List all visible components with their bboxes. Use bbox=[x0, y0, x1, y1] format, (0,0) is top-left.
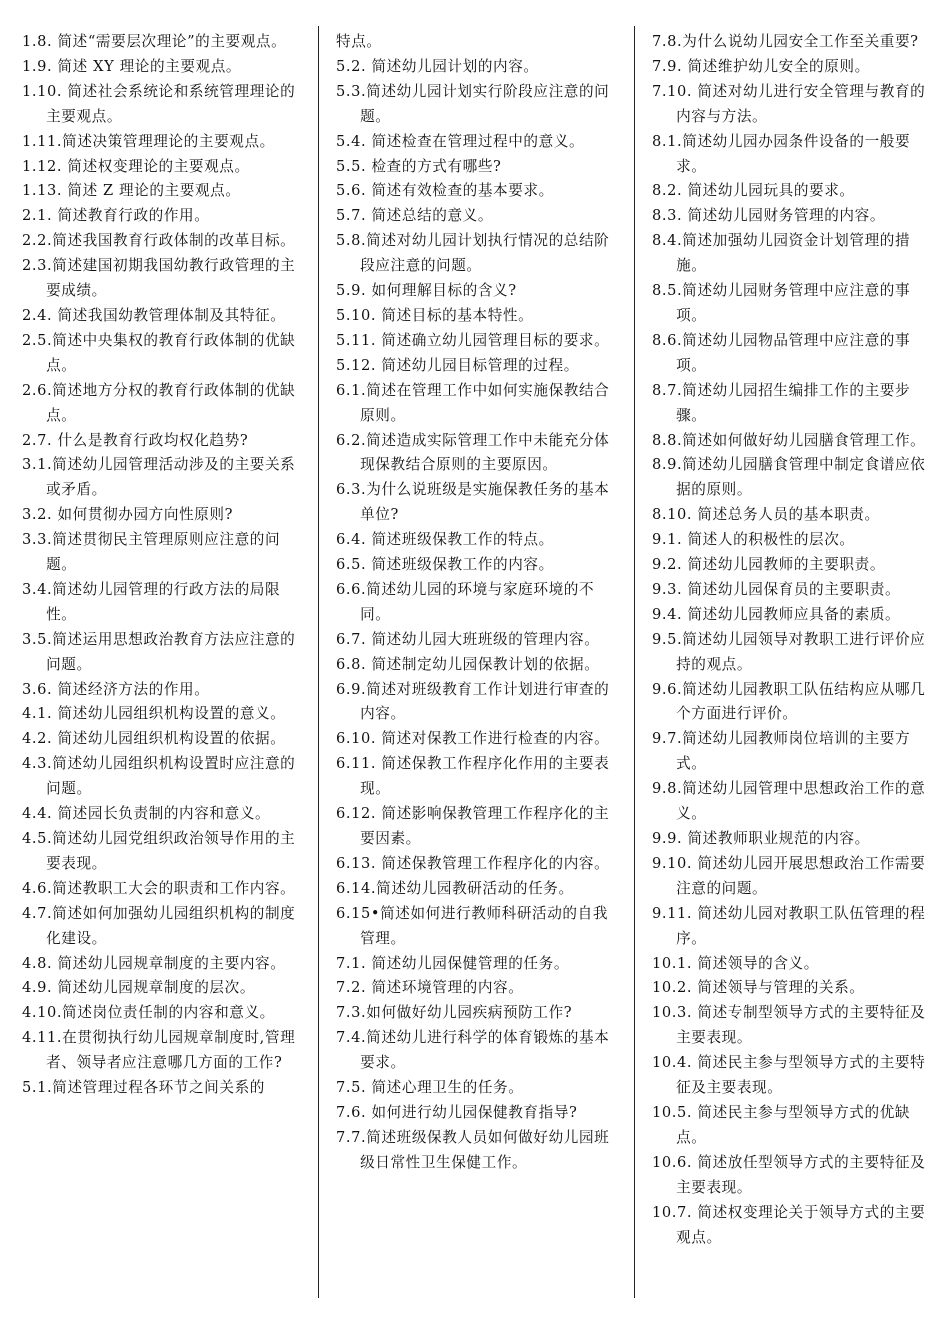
question-item: 1.10. 简述社会系统论和系统管理理论的主要观点。 bbox=[22, 82, 296, 125]
question-item: 1.11.简述决策管理理论的主要观点。 bbox=[22, 132, 275, 150]
question-item: 1.12. 简述权变理论的主要观点。 bbox=[22, 157, 250, 175]
question-item: 9.9. 简述教师职业规范的内容。 bbox=[652, 830, 870, 847]
question-item: 5.3.简述幼儿园计划实行阶段应注意的问题。 bbox=[336, 82, 610, 125]
question-item: 4.7.简述如何加强幼儿园组织机构的制度化建设。 bbox=[22, 904, 296, 947]
question-item: 7.6. 如何进行幼儿园保健教育指导? bbox=[336, 1103, 578, 1121]
question-item: 5.5. 检查的方式有哪些? bbox=[336, 157, 502, 175]
question-item: 8.1.简述幼儿园办园条件设备的一般要求。 bbox=[652, 132, 911, 175]
question-column-1 bbox=[22, 30, 304, 1324]
question-item: 2.4. 简述我国幼教管理体制及其特征。 bbox=[22, 306, 286, 324]
question-item: 3.4.简述幼儿园管理的行政方法的局限性。 bbox=[22, 580, 281, 623]
question-item: 10.6. 简述放任型领导方式的主要特征及主要表现。 bbox=[652, 1153, 926, 1196]
question-item: 7.2. 简述环境管理的内容。 bbox=[336, 979, 524, 997]
question-item: 5.10. 简述目标的基本特性。 bbox=[336, 306, 534, 324]
question-item: 3.6. 简述经济方法的作用。 bbox=[22, 680, 210, 698]
question-item: 2.5.简述中央集权的教育行政体制的优缺点。 bbox=[22, 331, 296, 374]
question-item: 6.5. 简述班级保教工作的内容。 bbox=[336, 556, 554, 574]
question-item: 5.6. 简述有效检查的基本要求。 bbox=[336, 182, 554, 200]
question-item: 5.8.简述对幼儿园计划执行情况的总结阶段应注意的问题。 bbox=[336, 232, 610, 275]
question-item: 4.10.简述岗位责任制的内容和意义。 bbox=[22, 1004, 275, 1022]
question-item: 4.4. 简述园长负责制的内容和意义。 bbox=[22, 805, 271, 823]
question-item: 9.7.简述幼儿园教师岗位培训的主要方式。 bbox=[652, 730, 911, 773]
question-item: 10.1. 简述领导的含义。 bbox=[652, 954, 819, 972]
question-item: 6.12. 简述影响保教管理工作程序化的主要因素。 bbox=[336, 805, 610, 847]
question-item: 4.9. 简述幼儿园规章制度的层次。 bbox=[22, 979, 256, 997]
question-item: 3.2. 如何贯彻办园方向性原则? bbox=[22, 506, 234, 524]
question-column-3 bbox=[652, 30, 934, 1324]
question-item: 6.11. 简述保教工作程序化作用的主要表现。 bbox=[336, 755, 610, 798]
question-item: 8.3. 简述幼儿园财务管理的内容。 bbox=[652, 207, 886, 225]
question-item: 6.14.简述幼儿园教研活动的任务。 bbox=[336, 879, 574, 897]
question-item: 3.3.简述贯彻民主管理原则应注意的问题。 bbox=[22, 531, 281, 574]
question-item: 特点。 bbox=[336, 33, 382, 50]
question-item: 8.2. 简述幼儿园玩具的要求。 bbox=[652, 182, 855, 200]
question-item: 8.4.简述加强幼儿园资金计划管理的措施。 bbox=[652, 232, 911, 275]
question-item: 8.6.简述幼儿园物品管理中应注意的事项。 bbox=[652, 331, 911, 374]
question-item: 7.7.简述班级保教人员如何做好幼儿园班级日常性卫生保健工作。 bbox=[336, 1128, 610, 1171]
question-item: 5.12. 简述幼儿园目标管理的过程。 bbox=[336, 356, 579, 374]
question-item: 7.10. 简述对幼儿进行安全管理与教育的内容与方法。 bbox=[652, 82, 926, 125]
question-item: 5.7. 简述总结的意义。 bbox=[336, 207, 494, 225]
question-item: 4.11.在贯彻执行幼儿园规章制度时,管理者、领导者应注意哪几方面的工作? bbox=[22, 1029, 296, 1072]
question-item: 6.10. 简述对保教工作进行检查的内容。 bbox=[336, 730, 610, 748]
question-item: 4.8. 简述幼儿园规章制度的主要内容。 bbox=[22, 954, 286, 972]
question-item: 2.3.简述建国初期我国幼教行政管理的主要成绩。 bbox=[22, 257, 296, 300]
question-item: 9.3. 简述幼儿园保育员的主要职责。 bbox=[652, 580, 901, 598]
question-item: 6.8. 简述制定幼儿园保教计划的依据。 bbox=[336, 655, 600, 673]
question-item: 2.6.简述地方分权的教育行政体制的优缺点。 bbox=[22, 381, 296, 424]
question-item: 9.1. 简述人的积极性的层次。 bbox=[652, 531, 855, 549]
question-item: 10.7. 简述权变理论关于领导方式的主要观点。 bbox=[652, 1203, 926, 1246]
question-item: 5.1.简述管理过程各环节之间关系的 bbox=[22, 1079, 265, 1097]
question-item: 6.9.简述对班级教育工作计划进行审查的内容。 bbox=[336, 680, 610, 723]
question-item: 6.15•简述如何进行教师科研活动的自我管理。 bbox=[336, 904, 609, 947]
question-item: 2.2.简述我国教育行政体制的改革目标。 bbox=[22, 232, 296, 250]
question-item: 10.5. 简述民主参与型领导方式的优缺点。 bbox=[652, 1103, 911, 1146]
question-item: 4.6.简述教职工大会的职责和工作内容。 bbox=[22, 879, 296, 897]
question-item: 10.4. 简述民主参与型领导方式的主要特征及主要表现。 bbox=[652, 1054, 926, 1097]
question-item: 8.7.简述幼儿园招生编排工作的主要步骤。 bbox=[652, 381, 911, 424]
question-item: 9.6.简述幼儿园教职工队伍结构应从哪几个方面进行评价。 bbox=[652, 680, 926, 723]
question-item: 5.4. 简述检查在管理过程中的意义。 bbox=[336, 132, 585, 150]
column-divider bbox=[634, 26, 635, 1298]
question-item: 7.1. 简述幼儿园保健管理的任务。 bbox=[336, 954, 570, 972]
question-item: 9.5.简述幼儿园领导对教职工进行评价应持的观点。 bbox=[652, 630, 926, 673]
question-item: 4.1. 简述幼儿园组织机构设置的意义。 bbox=[22, 705, 286, 723]
question-item: 8.8.简述如何做好幼儿园膳食管理工作。 bbox=[652, 431, 926, 449]
question-item: 4.5.简述幼儿园党组织政治领导作用的主要表现。 bbox=[22, 830, 296, 872]
question-item: 7.9. 简述维护幼儿安全的原则。 bbox=[652, 57, 870, 75]
question-item: 6.7. 简述幼儿园大班班级的管理内容。 bbox=[336, 630, 600, 648]
question-item: 8.9.简述幼儿园膳食管理中制定食谱应依据的原则。 bbox=[652, 456, 926, 499]
question-item: 8.5.简述幼儿园财务管理中应注意的事项。 bbox=[652, 282, 911, 324]
column-divider bbox=[318, 26, 319, 1298]
question-item: 6.13. 简述保教管理工作程序化的内容。 bbox=[336, 854, 610, 872]
question-item: 7.3.如何做好幼儿园疾病预防工作? bbox=[336, 1004, 573, 1022]
question-item: 10.2. 简述领导与管理的关系。 bbox=[652, 979, 865, 997]
question-item: 1.13. 简述 Z 理论的主要观点。 bbox=[22, 182, 241, 200]
question-item: 5.9. 如何理解目标的含义? bbox=[336, 282, 517, 300]
question-item: 3.5.简述运用思想政治教育方法应注意的问题。 bbox=[22, 630, 296, 673]
question-item: 6.6.简述幼儿园的环境与家庭环境的不同。 bbox=[336, 580, 595, 623]
question-item: 5.11. 简述确立幼儿园管理目标的要求。 bbox=[336, 331, 610, 349]
question-item: 2.1. 简述教育行政的作用。 bbox=[22, 207, 210, 225]
question-item: 6.1.简述在管理工作中如何实施保教结合原则。 bbox=[336, 381, 610, 424]
question-item: 2.7. 什么是教育行政均权化趋势? bbox=[22, 431, 249, 449]
question-item: 1.8. 简述“需要层次理论”的主要观点。 bbox=[22, 33, 287, 50]
question-item: 9.10. 简述幼儿园开展思想政治工作需要注意的问题。 bbox=[652, 854, 926, 897]
question-item: 9.4. 简述幼儿园教师应具备的素质。 bbox=[652, 605, 901, 623]
question-item: 1.9. 简述 XY 理论的主要观点。 bbox=[22, 57, 242, 75]
question-item: 4.2. 简述幼儿园组织机构设置的依据。 bbox=[22, 730, 286, 748]
question-item: 7.5. 简述心理卫生的任务。 bbox=[336, 1079, 524, 1097]
question-item: 3.1.简述幼儿园管理活动涉及的主要关系或矛盾。 bbox=[22, 456, 296, 499]
question-item: 9.8.简述幼儿园管理中思想政治工作的意义。 bbox=[652, 780, 926, 823]
question-item: 9.11. 简述幼儿园对教职工队伍管理的程序。 bbox=[652, 904, 926, 947]
question-item: 7.8.为什么说幼儿园安全工作至关重要? bbox=[652, 33, 919, 50]
question-item: 10.3. 简述专制型领导方式的主要特征及主要表现。 bbox=[652, 1004, 926, 1047]
question-item: 8.10. 简述总务人员的基本职责。 bbox=[652, 506, 880, 524]
question-column-2 bbox=[336, 30, 616, 1324]
question-item: 9.2. 简述幼儿园教师的主要职责。 bbox=[652, 556, 886, 574]
question-item: 4.3.简述幼儿园组织机构设置时应注意的问题。 bbox=[22, 755, 296, 798]
question-item: 6.2.简述造成实际管理工作中未能充分体现保教结合原则的主要原因。 bbox=[336, 431, 610, 474]
question-item: 6.3.为什么说班级是实施保教任务的基本单位? bbox=[336, 481, 610, 524]
question-item: 6.4. 简述班级保教工作的特点。 bbox=[336, 531, 554, 549]
question-item: 5.2. 简述幼儿园计划的内容。 bbox=[336, 57, 539, 75]
question-item: 7.4.简述幼儿进行科学的体育锻炼的基本要求。 bbox=[336, 1029, 610, 1072]
